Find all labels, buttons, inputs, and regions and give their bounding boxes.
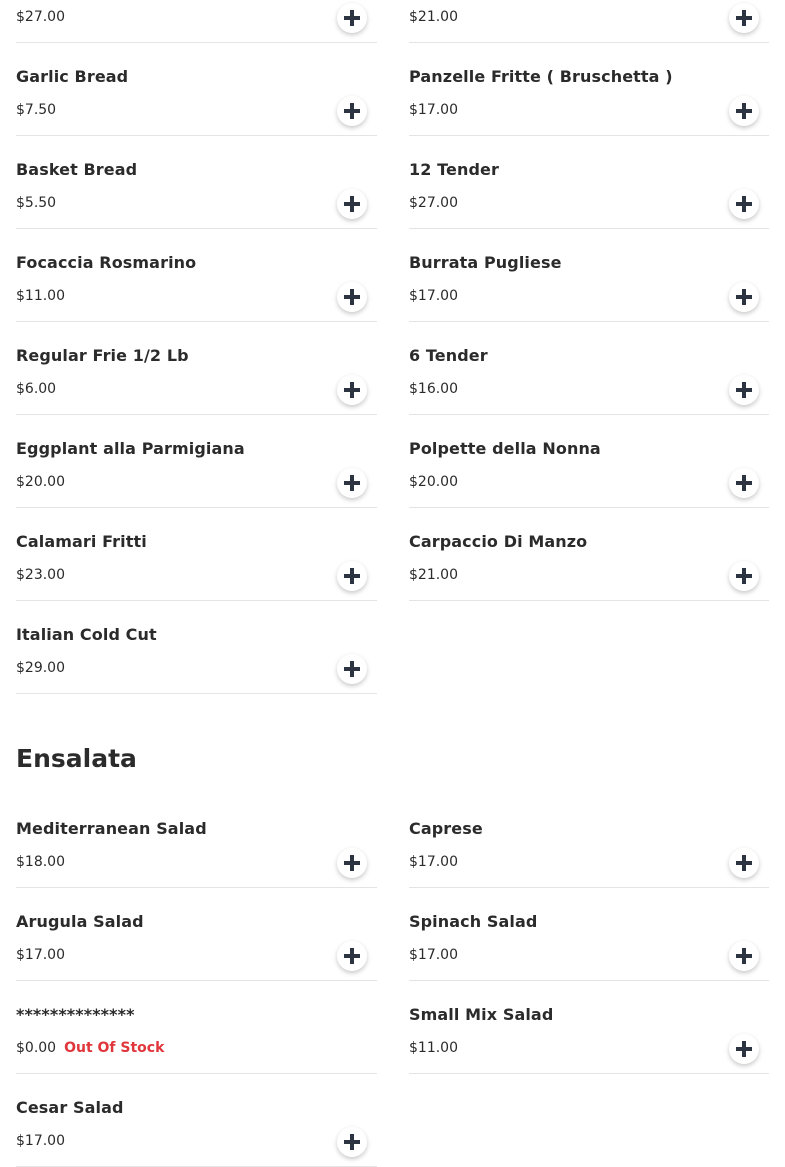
add-to-cart-button[interactable] bbox=[337, 282, 367, 312]
item-price-row bbox=[409, 474, 458, 490]
plus-icon bbox=[736, 948, 752, 964]
item-name: Calamari Fritti bbox=[16, 532, 147, 551]
item-price: $11.00 bbox=[409, 1040, 458, 1056]
menu-item[interactable] bbox=[409, 136, 769, 229]
item-price-row bbox=[16, 660, 65, 676]
item-price-row bbox=[16, 102, 56, 118]
add-to-cart-button[interactable] bbox=[337, 189, 367, 219]
item-price: $23.00 bbox=[16, 567, 65, 583]
add-to-cart-button[interactable] bbox=[729, 1034, 759, 1064]
item-price-row bbox=[16, 381, 56, 397]
menu-item[interactable] bbox=[16, 43, 377, 136]
item-name: Italian Cold Cut bbox=[16, 625, 157, 644]
item-price-row bbox=[409, 288, 458, 304]
item-name: Burrata Pugliese bbox=[409, 253, 562, 272]
add-to-cart-button[interactable] bbox=[729, 282, 759, 312]
item-price: $6.00 bbox=[16, 381, 57, 397]
item-name: Panzelle Fritte ( Bruschetta ) bbox=[409, 67, 673, 86]
plus-icon bbox=[736, 475, 752, 491]
menu-item[interactable] bbox=[409, 43, 769, 136]
plus-icon bbox=[736, 382, 752, 398]
plus-icon bbox=[736, 568, 752, 584]
item-price: $5.50 bbox=[16, 195, 57, 211]
add-to-cart-button[interactable] bbox=[729, 561, 759, 591]
plus-icon bbox=[344, 103, 360, 119]
plus-icon bbox=[736, 103, 752, 119]
item-name: Regular Frie 1/2 Lb bbox=[16, 346, 189, 365]
menu-item[interactable] bbox=[16, 508, 377, 601]
item-name: Caprese bbox=[409, 819, 483, 838]
add-to-cart-button[interactable] bbox=[337, 375, 367, 405]
item-name: Small Mix Salad bbox=[409, 1005, 554, 1024]
item-price: $17.00 bbox=[16, 1133, 65, 1149]
add-to-cart-button[interactable] bbox=[729, 3, 759, 33]
add-to-cart-button[interactable] bbox=[337, 848, 367, 878]
item-name: Eggplant alla Parmigiana bbox=[16, 439, 245, 458]
item-name: Mediterranean Salad bbox=[16, 819, 207, 838]
item-price: $17.00 bbox=[409, 854, 458, 870]
item-name: Basket Bread bbox=[16, 160, 138, 179]
menu-item[interactable] bbox=[16, 795, 377, 888]
item-price: $11.00 bbox=[16, 288, 65, 304]
item-price: $21.00 bbox=[409, 9, 458, 25]
plus-icon bbox=[344, 382, 360, 398]
add-to-cart-button[interactable] bbox=[337, 561, 367, 591]
out-of-stock-label: Out Of Stock bbox=[64, 1040, 165, 1056]
item-price-row bbox=[409, 567, 458, 583]
add-to-cart-button[interactable] bbox=[337, 1127, 367, 1157]
item-name: Spinach Salad bbox=[409, 912, 538, 931]
menu-item[interactable] bbox=[16, 415, 377, 508]
add-to-cart-button[interactable] bbox=[729, 96, 759, 126]
item-name: Carpaccio Di Manzo bbox=[409, 532, 588, 551]
menu-item[interactable] bbox=[409, 981, 769, 1074]
menu-item[interactable] bbox=[409, 322, 769, 415]
add-to-cart-button[interactable] bbox=[729, 375, 759, 405]
menu-item[interactable] bbox=[16, 888, 377, 981]
menu-item[interactable] bbox=[409, 0, 769, 43]
item-name: 12 Tender bbox=[409, 160, 499, 179]
appetizers-grid bbox=[16, 0, 769, 694]
add-to-cart-button[interactable] bbox=[337, 96, 367, 126]
item-price: $17.00 bbox=[409, 947, 458, 963]
plus-icon bbox=[736, 855, 752, 871]
item-price: $29.00 bbox=[16, 660, 65, 676]
item-price-row bbox=[16, 195, 56, 211]
add-to-cart-button[interactable] bbox=[337, 941, 367, 971]
plus-icon bbox=[344, 948, 360, 964]
item-price: $21.00 bbox=[409, 567, 458, 583]
item-price: $7.50 bbox=[16, 102, 57, 118]
item-price: $18.00 bbox=[16, 854, 65, 870]
item-price-row bbox=[16, 9, 65, 25]
add-to-cart-button[interactable] bbox=[729, 189, 759, 219]
item-name: Garlic Bread bbox=[16, 67, 129, 86]
menu-item[interactable] bbox=[409, 229, 769, 322]
item-price-row bbox=[16, 947, 65, 963]
menu-item[interactable] bbox=[409, 415, 769, 508]
menu-item[interactable] bbox=[16, 136, 377, 229]
add-to-cart-button[interactable] bbox=[337, 654, 367, 684]
item-price-row bbox=[16, 567, 65, 583]
plus-icon bbox=[736, 10, 752, 26]
item-name: 6 Tender bbox=[409, 346, 488, 365]
menu-item bbox=[16, 981, 377, 1074]
plus-icon bbox=[736, 196, 752, 212]
item-price: $17.00 bbox=[409, 288, 458, 304]
item-price: $17.00 bbox=[16, 947, 65, 963]
item-price-row bbox=[16, 1040, 164, 1056]
menu-item[interactable] bbox=[16, 229, 377, 322]
item-price-row bbox=[409, 9, 458, 25]
menu-item[interactable] bbox=[16, 0, 377, 43]
add-to-cart-button[interactable] bbox=[337, 468, 367, 498]
item-price-row bbox=[409, 195, 458, 211]
item-price-row bbox=[409, 854, 458, 870]
menu-item[interactable] bbox=[16, 601, 377, 694]
item-price-row bbox=[16, 1133, 65, 1149]
item-price-row bbox=[16, 474, 65, 490]
menu-item[interactable] bbox=[409, 795, 769, 888]
plus-icon bbox=[344, 289, 360, 305]
item-name: Cesar Salad bbox=[16, 1098, 124, 1117]
plus-icon bbox=[736, 1041, 752, 1057]
item-price-row bbox=[16, 288, 65, 304]
plus-icon bbox=[344, 661, 360, 677]
plus-icon bbox=[736, 289, 752, 305]
add-to-cart-button[interactable] bbox=[729, 468, 759, 498]
item-price-row bbox=[409, 102, 458, 118]
item-price-row bbox=[409, 381, 458, 397]
item-price: $16.00 bbox=[409, 381, 458, 397]
menu-item[interactable] bbox=[16, 1074, 377, 1167]
item-price: $27.00 bbox=[409, 195, 458, 211]
menu-item[interactable] bbox=[409, 508, 769, 601]
add-to-cart-button[interactable] bbox=[337, 3, 367, 33]
item-price-row bbox=[16, 854, 65, 870]
item-name: Polpette della Nonna bbox=[409, 439, 601, 458]
plus-icon bbox=[344, 475, 360, 491]
add-to-cart-button[interactable] bbox=[729, 941, 759, 971]
item-price: $17.00 bbox=[409, 102, 458, 118]
item-price: $20.00 bbox=[409, 474, 458, 490]
plus-icon bbox=[344, 196, 360, 212]
item-price: $0.00 bbox=[16, 1040, 57, 1056]
plus-icon bbox=[344, 10, 360, 26]
item-price: $20.00 bbox=[16, 474, 65, 490]
item-name: ************** bbox=[16, 1005, 135, 1024]
item-price-row bbox=[409, 1040, 458, 1056]
section-title-ensalata: Ensalata bbox=[16, 744, 137, 773]
plus-icon bbox=[344, 568, 360, 584]
item-price-row bbox=[409, 947, 458, 963]
menu-item[interactable] bbox=[16, 322, 377, 415]
ensalata-grid bbox=[16, 795, 769, 1167]
item-name: Focaccia Rosmarino bbox=[16, 253, 197, 272]
item-price: $27.00 bbox=[16, 9, 65, 25]
menu-item[interactable] bbox=[409, 888, 769, 981]
plus-icon bbox=[344, 1134, 360, 1150]
item-name: Arugula Salad bbox=[16, 912, 144, 931]
plus-icon bbox=[344, 855, 360, 871]
add-to-cart-button[interactable] bbox=[729, 848, 759, 878]
